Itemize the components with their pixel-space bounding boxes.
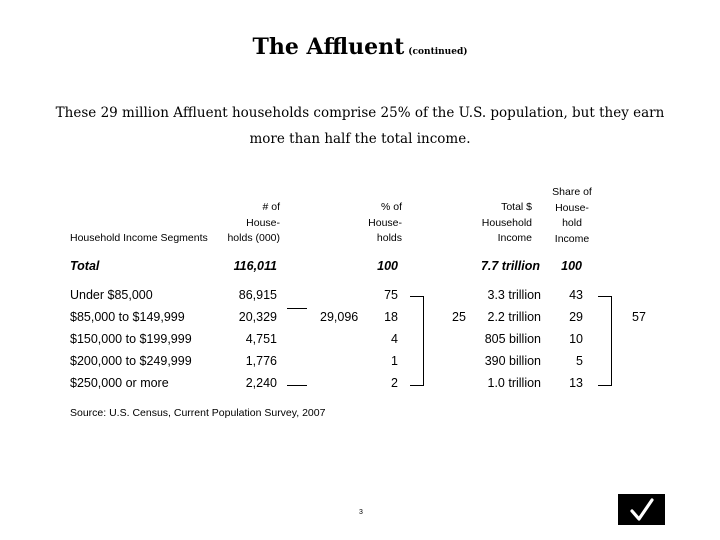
row-income: 2.2 trillion [487,310,541,324]
slide-title: The Affluent [252,34,405,60]
slide-title-block [0,34,720,60]
row-share: 10 [569,332,583,346]
row-segment: $150,000 to $199,999 [70,332,192,346]
header-share-line4: Income [554,232,590,245]
group-share-total: 57 [632,310,646,324]
row-pct: 18 [384,310,398,324]
header-income-line3: Income [497,232,532,244]
header-pct-line2: House- [368,216,402,229]
checkmark-icon [629,497,655,523]
total-income: 7.7 trillion [480,259,540,273]
row-share: 43 [569,288,583,302]
total-pct: 100 [377,259,398,273]
header-segment: Household Income Segments [70,232,208,244]
header-share [545,185,599,247]
row-households: 86,915 [238,288,277,302]
source-note: Source: U.S. Census, Current Population Survey, 2007 [70,407,326,419]
row-pct: 2 [391,376,398,390]
row-pct: 4 [391,332,398,346]
row-households: 20,329 [238,310,277,324]
header-households-line2: House- [246,216,280,229]
row-share: 5 [576,354,583,368]
row-pct: 1 [391,354,398,368]
header-share-line1: Share of [552,186,592,198]
header-households [210,200,280,247]
row-households: 1,776 [245,354,277,368]
total-segment: Total [70,259,100,273]
row-income: 805 billion [484,332,541,346]
slide-title-suffix: (continued) [408,47,468,57]
header-pct [330,200,402,247]
header-share-line2: House- [555,201,589,214]
total-households: 116,011 [233,259,277,273]
row-segment: $200,000 to $249,999 [70,354,192,368]
header-income-line1: Total $ [501,201,532,213]
total-share: 100 [561,259,582,273]
row-income: 1.0 trillion [487,376,541,390]
group-pct-total: 25 [452,310,466,324]
header-share-line3: hold [562,217,582,229]
next-slide-button[interactable] [618,494,665,525]
header-income-line2: Household [481,216,532,229]
page-number: 3 [359,509,363,516]
row-pct: 75 [384,288,398,302]
group-households-total: 29,096 [320,310,359,324]
header-income [460,200,532,247]
row-share: 13 [569,376,583,390]
header-households-line1: # of [262,201,280,213]
slide-subtitle: These 29 million Affluent households comprise 25% of the U.S. population, but they earn more than half the total income. [55,105,665,147]
row-income: 390 billion [484,354,541,368]
header-pct-line3: holds [376,232,402,244]
row-households: 2,240 [245,376,277,390]
header-pct-line1: % of [380,201,402,213]
row-households: 4,751 [245,332,277,346]
row-segment: $85,000 to $149,999 [70,310,185,324]
row-segment: Under $85,000 [70,288,153,302]
row-segment: $250,000 or more [70,376,169,390]
row-income: 3.3 trillion [487,288,541,302]
header-households-line3: holds (000) [227,232,280,244]
row-share: 29 [569,310,583,324]
